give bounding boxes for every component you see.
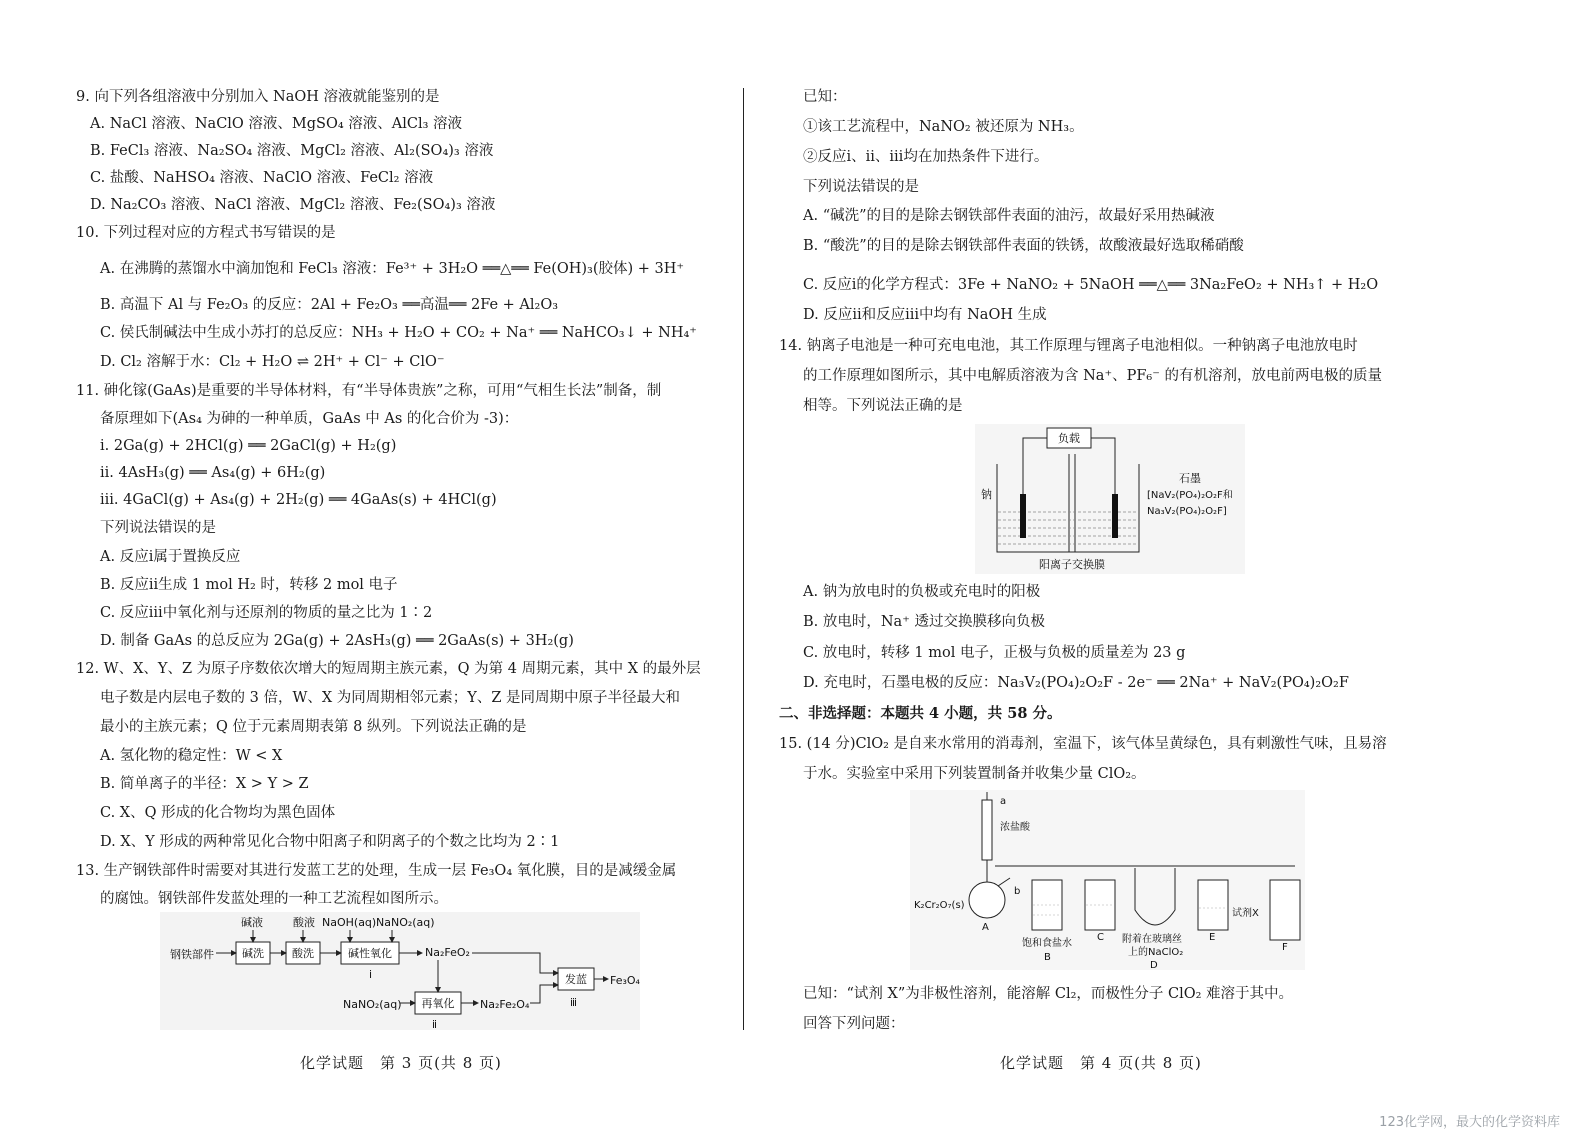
- q12-stem-1: 12. W、X、Y、Z 为原子序数依次增大的短周期主族元素，Q 为第 4 周期元素，其中 X 的最外层: [76, 661, 701, 677]
- column-divider: [743, 88, 744, 1030]
- q11-reaction-iii: ⅲ. 4GaCl(g) + As₄(g) + 2H₂(g) ══ 4GaAs(s) + 4HCl(g): [100, 492, 497, 508]
- q10-option-d: D. Cl₂ 溶解于水：Cl₂ + H₂O ⇌ 2H⁺ + Cl⁻ + ClO⁻: [100, 354, 445, 370]
- graphite-material-line1: [NaV₂(PO₄)₂O₂F和: [1147, 490, 1233, 501]
- q13-question: 下列说法错误的是: [803, 179, 919, 195]
- label-a: a: [1000, 796, 1007, 807]
- flow-na2feo2-label: Na₂FeO₂: [425, 946, 470, 959]
- q11-stem-1: 11. 砷化镓(GaAs)是重要的半导体材料，有“半导体贵族”之称，可用“气相生长法”制备，制: [76, 383, 662, 399]
- q13-known-2: ②反应ⅰ、ⅱ、ⅲ均在加热条件下进行。: [803, 149, 1049, 165]
- q12-option-a: A. 氢化物的稳定性：W < X: [100, 748, 283, 764]
- label-reagent-x: 试剂X: [1232, 908, 1259, 919]
- q13-option-b: B. “酸洗”的目的是除去钢铁部件表面的铁锈，故酸液最好选取稀硝酸: [803, 238, 1244, 254]
- flow-box-oxid-label: 碱性氧化: [348, 947, 392, 960]
- q11-option-d: D. 制备 GaAs 的总反应为 2Ga(g) + 2AsH₃(g) ══ 2GaAs(s) + 3H₂(g): [100, 633, 574, 649]
- label-F: F: [1282, 942, 1288, 953]
- q11-option-b: B. 反应ⅱ生成 1 mol H₂ 时，转移 2 mol 电子: [100, 577, 398, 593]
- dropping-funnel: [982, 800, 992, 860]
- graphite-material-line2: Na₃V₂(PO₄)₂O₂F]: [1147, 506, 1227, 517]
- q9-option-c: C. 盐酸、NaHSO₄ 溶液、NaClO 溶液、FeCl₂ 溶液: [90, 170, 434, 186]
- q11-question: 下列说法错误的是: [100, 520, 216, 536]
- label-b: b: [1014, 886, 1021, 897]
- flow-step-i-label: ⅰ: [369, 968, 373, 981]
- bottle-f: [1270, 880, 1300, 940]
- graphite-label: 石墨: [1179, 472, 1201, 485]
- flow-naoh-label: NaOH(aq): [322, 916, 377, 929]
- label-k2cr2o7: K₂Cr₂O₇(s): [914, 900, 965, 911]
- q14-option-a: A. 钠为放电时的负极或充电时的阳极: [803, 584, 1041, 600]
- flow-box-reoxid-label: 再氧化: [421, 997, 455, 1010]
- flow-box-jianxi-label: 碱洗: [242, 947, 264, 960]
- q14-stem-3: 相等。下列说法正确的是: [803, 398, 963, 414]
- flow-nano2-left-label: NaNO₂(aq): [343, 998, 402, 1011]
- watermark: 123化学网，最大的化学资料库: [1379, 1115, 1560, 1130]
- q15-answer-prompt: 回答下列问题：: [803, 1016, 905, 1032]
- flow-step-iii-label: ⅲ: [570, 996, 578, 1009]
- membrane-label: 阳离子交换膜: [1039, 558, 1105, 571]
- footer-page-4: 化学试题 第 4 页(共 8 页): [1000, 1054, 1202, 1072]
- section-two-heading: 二、非选择题：本题共 4 小题，共 58 分。: [779, 705, 1062, 722]
- flow-box-falan-label: 发蓝: [565, 973, 587, 986]
- q15-stem-1: 15. (14 分)ClO₂ 是自来水常用的消毒剂，室温下，该气体呈黄绿色，具有刺激性气味，且易溶: [779, 736, 1387, 752]
- q14-option-c: C. 放电时，转移 1 mol 电子，正极与负极的质量差为 23 g: [803, 645, 1186, 661]
- q11-stem-2: 备原理如下(As₄ 为砷的一种单质，GaAs 中 As 的化合价为 -3)：: [100, 411, 519, 427]
- label-hcl: 浓盐酸: [1000, 822, 1030, 833]
- bottle-e: [1198, 880, 1228, 930]
- q13-option-d: D. 反应ⅱ和反应ⅲ中均有 NaOH 生成: [803, 307, 1047, 323]
- q14-stem-1: 14. 钠离子电池是一种可充电电池，其工作原理与锂离子电池相似。一种钠离子电池放电时: [779, 338, 1358, 354]
- apparatus-diagram: [910, 790, 1305, 970]
- footer-page-3: 化学试题 第 3 页(共 8 页): [300, 1054, 502, 1072]
- flow-box-suanxi-label: 酸洗: [292, 947, 314, 960]
- q12-option-d: D. X、Y 形成的两种常见化合物中阳离子和阴离子的个数之比均为 2∶1: [100, 834, 560, 850]
- sodium-electrode: [1020, 494, 1026, 538]
- q13-stem-2: 的腐蚀。钢铁部件发蓝处理的一种工艺流程如图所示。: [100, 891, 448, 907]
- q10-stem: 10. 下列过程对应的方程式书写错误的是: [76, 225, 336, 241]
- q10-option-a: A. 在沸腾的蒸馏水中滴加饱和 FeCl₃ 溶液：Fe³⁺ + 3H₂O ══△══ Fe(OH)₃(胶体) + 3H⁺: [100, 261, 685, 277]
- label-salt: 饱和食盐水: [1022, 938, 1072, 949]
- load-label: 负载: [1058, 432, 1080, 445]
- q13-known-1: ①该工艺流程中，NaNO₂ 被还原为 NH₃。: [803, 119, 1084, 135]
- q12-stem-2: 电子数是内层电子数的 3 倍，W、X 为同周期相邻元素；Y、Z 是同周期中原子半径最大和: [100, 690, 681, 706]
- q13-stem-1: 13. 生产钢铁部件时需要对其进行发蓝工艺的处理，生成一层 Fe₃O₄ 氧化膜，目的是减缓金属: [76, 863, 677, 879]
- flow-start-label: 钢铁部件: [170, 948, 214, 961]
- flask-a: [969, 882, 1005, 918]
- label-E: E: [1209, 932, 1216, 943]
- label-naclo2-line1: 附着在玻璃丝: [1122, 934, 1182, 945]
- q11-reaction-ii: ⅱ. 4AsH₃(g) ══ As₄(g) + 6H₂(g): [100, 465, 326, 481]
- q14-stem-2: 的工作原理如图所示，其中电解质溶液为含 Na⁺、PF₆⁻ 的有机溶剂，放电前两电极的质量: [803, 368, 1382, 384]
- label-C: C: [1097, 932, 1104, 943]
- graphite-electrode: [1112, 494, 1118, 538]
- q13-option-a: A. “碱洗”的目的是除去钢铁部件表面的油污，故最好采用热碱液: [803, 208, 1215, 224]
- label-D: D: [1150, 960, 1158, 970]
- q15-stem-2: 于水。实验室中采用下列装置制备并收集少量 ClO₂。: [803, 766, 1146, 782]
- q9-stem: 9. 向下列各组溶液中分别加入 NaOH 溶液就能鉴别的是: [76, 89, 440, 105]
- q11-option-c: C. 反应ⅲ中氧化剂与还原剂的物质的量之比为 1∶2: [100, 605, 433, 621]
- q13-option-c: C. 反应ⅰ的化学方程式：3Fe + NaNO₂ + 5NaOH ══△══ 3Na₂FeO₂ + NH₃↑ + H₂O: [803, 277, 1379, 293]
- q12-option-b: B. 简单离子的半径：X > Y > Z: [100, 776, 309, 792]
- label-B: B: [1044, 952, 1051, 963]
- q14-option-b: B. 放电时，Na⁺ 透过交换膜移向负极: [803, 614, 1045, 630]
- q12-stem-3: 最小的主族元素；Q 位于元素周期表第 8 纵列。下列说法正确的是: [100, 719, 527, 735]
- flow-nano2-top-label: NaNO₂(aq): [376, 916, 435, 929]
- q13-known-title: 已知：: [803, 89, 847, 105]
- flow-fe3o4-label: Fe₃O₄: [610, 974, 640, 987]
- label-naclo2-line2: 上的NaClO₂: [1128, 947, 1184, 958]
- flow-step-ii-label: ⅱ: [432, 1018, 438, 1030]
- q11-reaction-i: ⅰ. 2Ga(g) + 2HCl(g) ══ 2GaCl(g) + H₂(g): [100, 438, 397, 454]
- battery-diagram: [975, 424, 1245, 574]
- process-flowchart: [160, 912, 640, 1030]
- q9-option-d: D. Na₂CO₃ 溶液、NaCl 溶液、MgCl₂ 溶液、Fe₂(SO₄)₃ 溶液: [90, 197, 496, 213]
- q15-known: 已知：“试剂 X”为非极性溶剂，能溶解 Cl₂，而极性分子 ClO₂ 难溶于其中。: [803, 986, 1294, 1002]
- flow-acid-label: 酸液: [293, 916, 315, 929]
- q9-option-a: A. NaCl 溶液、NaClO 溶液、MgSO₄ 溶液、AlCl₃ 溶液: [90, 116, 463, 132]
- flow-alkali-label: 碱液: [241, 916, 263, 929]
- q12-option-c: C. X、Q 形成的化合物均为黑色固体: [100, 805, 336, 821]
- q14-option-d: D. 充电时，石墨电极的反应：Na₃V₂(PO₄)₂O₂F - 2e⁻ ══ 2Na⁺ + NaV₂(PO₄)₂O₂F: [803, 675, 1349, 691]
- label-A: A: [982, 922, 989, 933]
- q9-option-b: B. FeCl₃ 溶液、Na₂SO₄ 溶液、MgCl₂ 溶液、Al₂(SO₄)₃ 溶液: [90, 143, 494, 159]
- q11-option-a: A. 反应ⅰ属于置换反应: [100, 549, 241, 565]
- q10-option-c: C. 侯氏制碱法中生成小苏打的总反应：NH₃ + H₂O + CO₂ + Na⁺ ══ NaHCO₃↓ + NH₄⁺: [100, 325, 697, 341]
- flow-na2fe2o4-label: Na₂Fe₂O₄: [480, 998, 530, 1011]
- q10-option-b: B. 高温下 Al 与 Fe₂O₃ 的反应：2Al + Fe₂O₃ ══高温══ 2Fe + Al₂O₃: [100, 297, 559, 313]
- sodium-label: 钠: [981, 488, 992, 501]
